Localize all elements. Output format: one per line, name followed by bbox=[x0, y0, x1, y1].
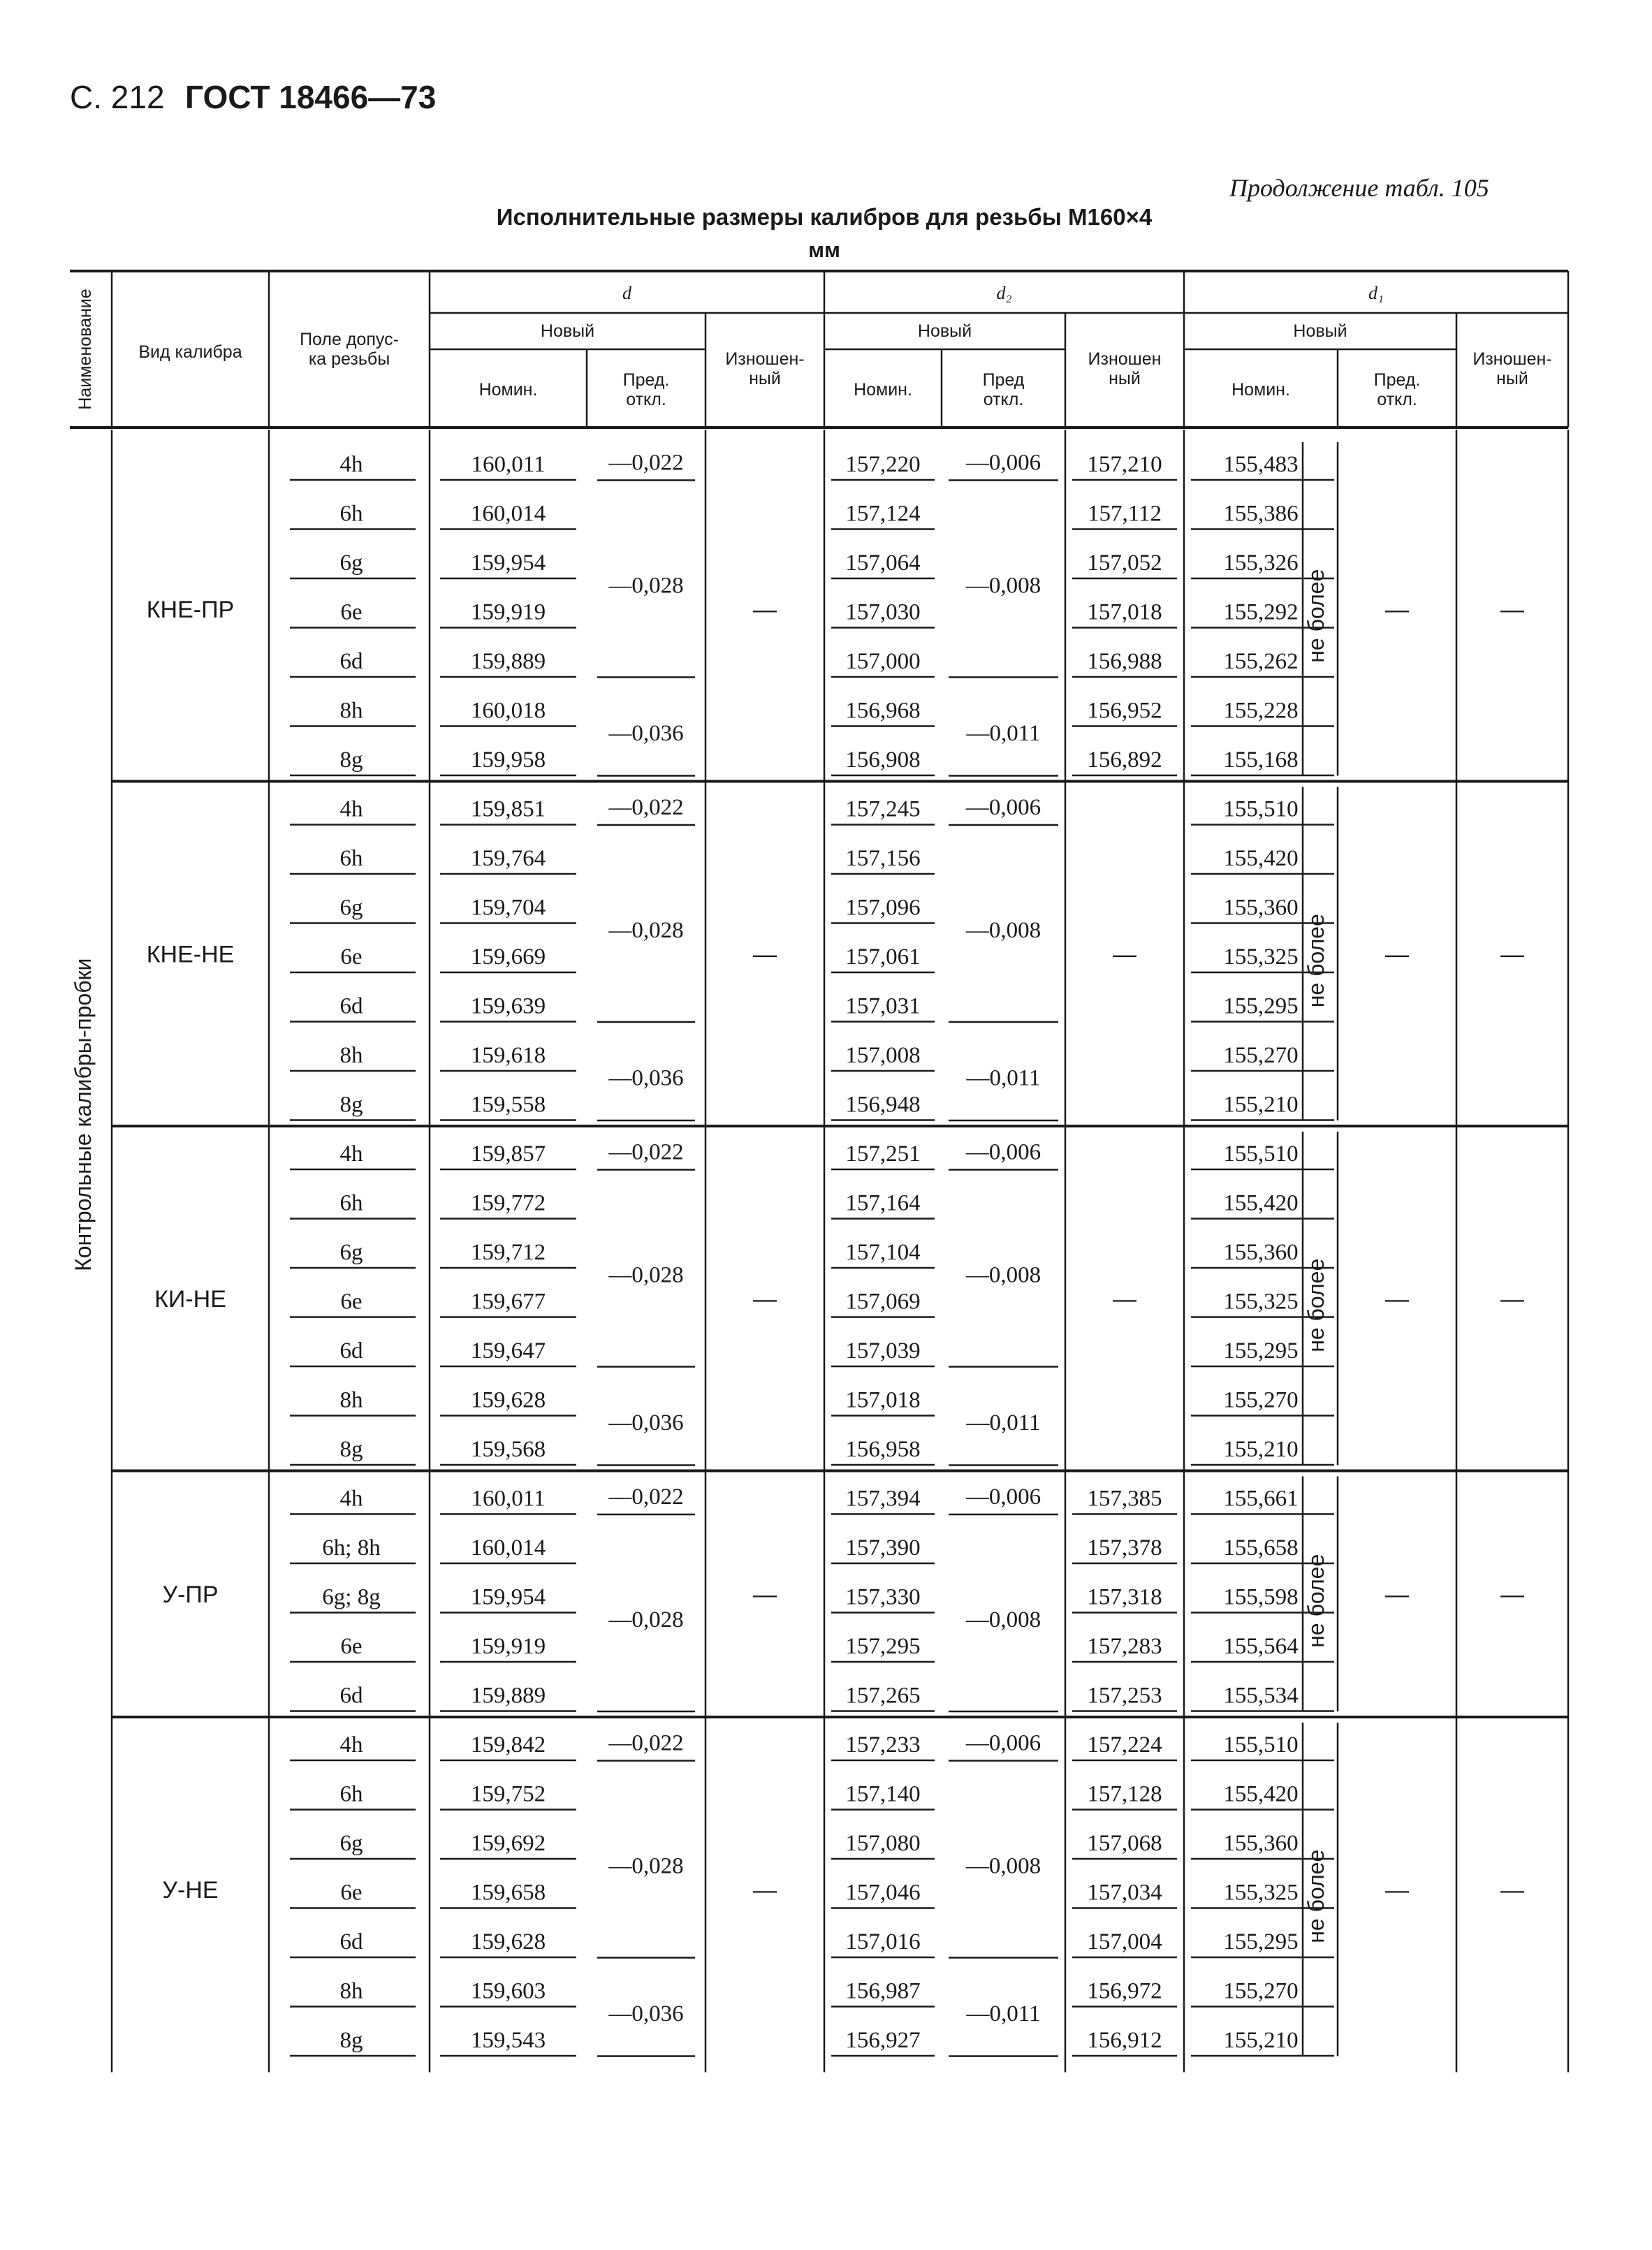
d2-worn-value: 157,378 bbox=[1087, 1535, 1162, 1561]
d2-nominal-value: 157,008 bbox=[845, 1043, 921, 1068]
d-nominal-value: 160,014 bbox=[470, 501, 546, 527]
standard-number: ГОСТ 18466—73 bbox=[185, 79, 437, 115]
tolerance-value: 8g bbox=[339, 2028, 363, 2053]
d-deviation-value: —0,022 bbox=[608, 794, 684, 820]
d1-nominal-value: 155,228 bbox=[1223, 698, 1299, 724]
d1-deviation-dash: — bbox=[1385, 596, 1409, 623]
d-worn-dash: — bbox=[753, 1285, 777, 1313]
tolerance-value: 4h bbox=[339, 452, 363, 477]
header-d1: d₁ bbox=[1368, 283, 1384, 303]
gauge-kind: У-НЕ bbox=[162, 1876, 219, 1904]
tolerance-value: 6e bbox=[340, 599, 363, 625]
tolerance-value: 4h bbox=[339, 1141, 363, 1167]
d-worn-dash: — bbox=[753, 1876, 777, 1904]
d1-nominal-value: 155,360 bbox=[1223, 895, 1299, 921]
d1-nominal-value: 155,326 bbox=[1223, 550, 1299, 576]
d2-worn-value: 157,385 bbox=[1087, 1486, 1162, 1512]
d-deviation-value: —0,036 bbox=[608, 1410, 684, 1436]
tolerance-value: 4h bbox=[339, 1486, 363, 1512]
d2-deviation-value: —0,006 bbox=[965, 450, 1041, 476]
d-deviation-value: —0,022 bbox=[608, 1484, 684, 1510]
d1-nominal-value: 155,325 bbox=[1223, 1880, 1299, 1906]
d2-nominal-value: 157,295 bbox=[845, 1634, 921, 1659]
d-deviation-value: —0,028 bbox=[608, 1262, 684, 1288]
d-nominal-value: 159,889 bbox=[470, 649, 546, 674]
tolerance-value: 6d bbox=[339, 1338, 363, 1364]
d2-worn-dash: — bbox=[1113, 941, 1136, 968]
gauge-kind: КНЕ-НЕ bbox=[146, 941, 235, 968]
d2-nominal-value: 157,080 bbox=[845, 1831, 921, 1856]
d1-nominal-value: 155,292 bbox=[1223, 599, 1299, 625]
tolerance-value: 8h bbox=[339, 698, 363, 724]
tolerance-value: 6h; 8h bbox=[322, 1535, 381, 1561]
tolerance-value: 8g bbox=[339, 1437, 363, 1462]
header-nominal: Номин. bbox=[854, 380, 912, 400]
d2-nominal-value: 157,039 bbox=[845, 1338, 921, 1364]
d2-nominal-value: 156,908 bbox=[845, 747, 921, 773]
d-nominal-value: 159,919 bbox=[470, 1634, 546, 1659]
d-worn-dash: — bbox=[753, 941, 777, 968]
d-deviation-value: —0,036 bbox=[608, 2001, 684, 2026]
header-worn: Изношен- bbox=[1472, 349, 1552, 369]
d2-nominal-value: 157,220 bbox=[845, 452, 921, 477]
d1-deviation-dash: — bbox=[1385, 1285, 1409, 1313]
header-worn: ный bbox=[749, 369, 781, 388]
d-deviation-value: —0,036 bbox=[608, 721, 684, 746]
d-nominal-value: 159,889 bbox=[470, 1683, 546, 1709]
d2-worn-value: 156,972 bbox=[1087, 1978, 1162, 2004]
tolerance-value: 8h bbox=[339, 1978, 363, 2004]
d2-deviation-value: —0,011 bbox=[966, 1410, 1041, 1436]
d2-deviation-value: —0,006 bbox=[965, 1139, 1041, 1165]
d2-nominal-value: 156,927 bbox=[845, 2028, 921, 2053]
d2-worn-value: 157,018 bbox=[1087, 599, 1162, 625]
tolerance-value: 6e bbox=[340, 1634, 363, 1659]
d-deviation-value: —0,022 bbox=[608, 1730, 684, 1756]
d-nominal-value: 159,647 bbox=[470, 1338, 546, 1364]
d1-nominal-value: 155,262 bbox=[1223, 649, 1299, 674]
d-deviation-value: —0,028 bbox=[608, 918, 684, 943]
d2-deviation-value: —0,011 bbox=[966, 1065, 1041, 1091]
d2-nominal-value: 157,061 bbox=[845, 944, 921, 970]
d1-nominal-value: 155,386 bbox=[1223, 501, 1299, 527]
d-nominal-value: 159,543 bbox=[470, 2028, 546, 2053]
d1-nominal-value: 155,483 bbox=[1223, 452, 1299, 477]
d1-nominal-value: 155,564 bbox=[1223, 1634, 1299, 1659]
d2-nominal-value: 157,016 bbox=[845, 1929, 921, 1955]
d-nominal-value: 159,639 bbox=[470, 993, 546, 1019]
unit-label: мм bbox=[808, 238, 840, 262]
d2-deviation-value: —0,006 bbox=[965, 794, 1041, 820]
d1-nominal-value: 155,270 bbox=[1223, 1978, 1299, 2004]
d-nominal-value: 160,014 bbox=[470, 1535, 546, 1561]
d2-nominal-value: 157,000 bbox=[845, 649, 921, 674]
d-nominal-value: 159,704 bbox=[470, 895, 546, 921]
d1-nominal-value: 155,360 bbox=[1223, 1831, 1299, 1856]
d-nominal-value: 159,628 bbox=[470, 1387, 546, 1413]
d1-nominal-value: 155,210 bbox=[1223, 1092, 1299, 1118]
d1-worn-dash: — bbox=[1500, 596, 1524, 623]
d-nominal-value: 159,851 bbox=[470, 796, 546, 822]
d2-deviation-value: —0,008 bbox=[965, 1262, 1041, 1288]
d-nominal-value: 159,954 bbox=[470, 550, 546, 576]
tolerance-value: 6h bbox=[339, 1190, 363, 1216]
d1-nominal-value: 155,270 bbox=[1223, 1043, 1299, 1068]
header-worn: Изношен bbox=[1088, 349, 1162, 369]
d-nominal-value: 159,558 bbox=[470, 1092, 546, 1118]
tolerance-value: 6g bbox=[339, 895, 363, 921]
d-deviation-value: —0,036 bbox=[608, 1065, 684, 1091]
d-nominal-value: 159,772 bbox=[470, 1190, 546, 1216]
tolerance-value: 6e bbox=[340, 1880, 363, 1906]
d2-worn-value: 157,052 bbox=[1087, 550, 1162, 576]
d2-worn-value: 157,112 bbox=[1087, 501, 1162, 527]
d2-nominal-value: 157,245 bbox=[845, 796, 921, 822]
d2-nominal-value: 157,069 bbox=[845, 1289, 921, 1315]
header-worn: Изношен- bbox=[725, 349, 805, 369]
d1-nominal-value: 155,210 bbox=[1223, 1437, 1299, 1462]
d2-nominal-value: 157,265 bbox=[845, 1683, 921, 1709]
d-deviation-value: —0,028 bbox=[608, 573, 684, 599]
tolerance-value: 6d bbox=[339, 649, 363, 674]
d1-nominal-value: 155,598 bbox=[1223, 1584, 1299, 1610]
d1-nominal-value: 155,534 bbox=[1223, 1683, 1299, 1709]
tolerance-value: 6d bbox=[339, 1683, 363, 1709]
d2-worn-value: 156,988 bbox=[1087, 649, 1162, 674]
gauge-kind: У-ПР bbox=[162, 1581, 219, 1608]
not-more-label: не более bbox=[1303, 1849, 1329, 1943]
d2-worn-value: 157,283 bbox=[1087, 1634, 1162, 1659]
gauge-kind: КНЕ-ПР bbox=[146, 596, 235, 623]
d-nominal-value: 159,628 bbox=[470, 1929, 546, 1955]
d-deviation-value: —0,028 bbox=[608, 1853, 684, 1879]
d-nominal-value: 159,842 bbox=[470, 1732, 546, 1758]
tolerance-value: 4h bbox=[339, 1732, 363, 1758]
d1-nominal-value: 155,360 bbox=[1223, 1240, 1299, 1265]
d1-worn-dash: — bbox=[1500, 1581, 1524, 1608]
d-worn-dash: — bbox=[753, 596, 777, 623]
d-worn-dash: — bbox=[753, 1581, 777, 1608]
header-nominal: Номин. bbox=[478, 380, 538, 400]
tolerance-value: 6h bbox=[339, 846, 363, 871]
d2-nominal-value: 157,031 bbox=[845, 993, 921, 1019]
d-deviation-value: —0,028 bbox=[608, 1607, 684, 1632]
d2-nominal-value: 157,064 bbox=[845, 550, 921, 576]
d2-nominal-value: 157,030 bbox=[845, 599, 921, 625]
tolerance-value: 4h bbox=[339, 796, 363, 822]
tolerance-value: 6h bbox=[339, 501, 363, 527]
d2-nominal-value: 157,104 bbox=[845, 1240, 921, 1265]
d1-nominal-value: 155,658 bbox=[1223, 1535, 1299, 1561]
d2-worn-value: 157,253 bbox=[1087, 1683, 1162, 1709]
d-nominal-value: 159,764 bbox=[470, 846, 546, 871]
d2-worn-value: 157,224 bbox=[1087, 1732, 1162, 1758]
d2-nominal-value: 157,156 bbox=[845, 846, 921, 871]
header-d: d bbox=[622, 283, 631, 303]
d-nominal-value: 160,018 bbox=[470, 698, 546, 724]
tolerance-value: 6g bbox=[339, 550, 363, 576]
d1-nominal-value: 155,325 bbox=[1223, 944, 1299, 970]
d2-nominal-value: 157,140 bbox=[845, 1781, 921, 1807]
d2-worn-value: 157,128 bbox=[1087, 1781, 1162, 1807]
header-deviation: откл. bbox=[983, 390, 1024, 409]
d-nominal-value: 160,011 bbox=[471, 1486, 546, 1512]
tolerance-value: 6e bbox=[340, 1289, 363, 1315]
table-title: Исполнительные размеры калибров для резьбы М160×4 bbox=[496, 204, 1153, 230]
header-nominal: Номин. bbox=[1231, 380, 1290, 400]
d1-worn-dash: — bbox=[1500, 1285, 1524, 1313]
d-nominal-value: 160,011 bbox=[471, 452, 546, 477]
d1-deviation-dash: — bbox=[1385, 1876, 1409, 1904]
d2-nominal-value: 157,394 bbox=[845, 1486, 921, 1512]
tolerance-value: 6h bbox=[339, 1781, 363, 1807]
d1-nominal-value: 155,510 bbox=[1223, 1732, 1299, 1758]
d1-nominal-value: 155,510 bbox=[1223, 1141, 1299, 1167]
tolerance-value: 8g bbox=[339, 747, 363, 773]
continuation-note: Продолжение табл. 105 bbox=[1229, 174, 1489, 202]
d2-nominal-value: 156,987 bbox=[845, 1978, 921, 2004]
not-more-label: не более bbox=[1303, 569, 1329, 663]
d1-worn-dash: — bbox=[1500, 941, 1524, 968]
not-more-label: не более bbox=[1303, 914, 1329, 1008]
d1-nominal-value: 155,420 bbox=[1223, 846, 1299, 871]
d1-nominal-value: 155,420 bbox=[1223, 1190, 1299, 1216]
header-deviation: Пред. bbox=[1373, 370, 1421, 390]
tolerance-value: 8h bbox=[339, 1387, 363, 1413]
d2-worn-value: 156,912 bbox=[1087, 2028, 1162, 2053]
header-kind: Вид калибра bbox=[138, 342, 242, 362]
d2-nominal-value: 157,046 bbox=[845, 1880, 921, 1906]
not-more-label: не более bbox=[1303, 1258, 1329, 1352]
header-tolerance: Поле допус- bbox=[300, 330, 399, 349]
tolerance-value: 6d bbox=[339, 993, 363, 1019]
d-nominal-value: 159,752 bbox=[470, 1781, 546, 1807]
d-nominal-value: 159,677 bbox=[470, 1289, 546, 1315]
d-nominal-value: 159,954 bbox=[470, 1584, 546, 1610]
d1-nominal-value: 155,295 bbox=[1223, 1929, 1299, 1955]
gauge-kind: КИ-НЕ bbox=[154, 1285, 226, 1313]
tolerance-value: 6g; 8g bbox=[322, 1584, 381, 1610]
d1-nominal-value: 155,270 bbox=[1223, 1387, 1299, 1413]
d2-nominal-value: 156,958 bbox=[845, 1437, 921, 1462]
d2-nominal-value: 157,096 bbox=[845, 895, 921, 921]
d2-deviation-value: —0,008 bbox=[965, 918, 1041, 943]
d-nominal-value: 159,857 bbox=[470, 1141, 546, 1167]
tolerance-value: 6e bbox=[340, 944, 363, 970]
d2-worn-value: 156,892 bbox=[1087, 747, 1162, 773]
tolerance-value: 6d bbox=[339, 1929, 363, 1955]
header-deviation: Пред bbox=[982, 370, 1025, 390]
tolerance-value: 8g bbox=[339, 1092, 363, 1118]
tolerance-value: 6g bbox=[339, 1240, 363, 1265]
d2-nominal-value: 156,948 bbox=[845, 1092, 921, 1118]
header-deviation: Пред. bbox=[622, 370, 670, 390]
d-nominal-value: 159,712 bbox=[470, 1240, 546, 1265]
d2-deviation-value: —0,006 bbox=[965, 1730, 1041, 1756]
header-new: Новый bbox=[540, 321, 595, 341]
header-tolerance: ка резьбы bbox=[308, 349, 390, 369]
d2-worn-value: 157,004 bbox=[1087, 1929, 1162, 1955]
d2-deviation-value: —0,008 bbox=[965, 573, 1041, 599]
d-nominal-value: 159,618 bbox=[470, 1043, 546, 1068]
d1-deviation-dash: — bbox=[1385, 1581, 1409, 1608]
d-nominal-value: 159,568 bbox=[470, 1437, 546, 1462]
d2-deviation-value: —0,008 bbox=[965, 1853, 1041, 1879]
header-d2: d₂ bbox=[996, 283, 1012, 303]
header-worn: ный bbox=[1496, 369, 1528, 388]
d2-deviation-value: —0,006 bbox=[965, 1484, 1041, 1510]
d1-worn-dash: — bbox=[1500, 1876, 1524, 1904]
d-nominal-value: 159,603 bbox=[470, 1978, 546, 2004]
not-more-label: не более bbox=[1303, 1554, 1329, 1648]
d2-nominal-value: 157,251 bbox=[845, 1141, 921, 1167]
d2-worn-dash: — bbox=[1113, 1285, 1136, 1313]
header-new: Новый bbox=[917, 321, 972, 341]
d2-worn-value: 156,952 bbox=[1087, 698, 1162, 724]
d2-nominal-value: 157,330 bbox=[845, 1584, 921, 1610]
d1-nominal-value: 155,295 bbox=[1223, 993, 1299, 1019]
d-nominal-value: 159,658 bbox=[470, 1880, 546, 1906]
d2-worn-value: 157,034 bbox=[1087, 1880, 1162, 1906]
d2-nominal-value: 157,124 bbox=[845, 501, 921, 527]
header-deviation: откл. bbox=[1377, 390, 1417, 409]
header-worn: ный bbox=[1109, 369, 1141, 388]
d1-nominal-value: 155,510 bbox=[1223, 796, 1299, 822]
d2-nominal-value: 157,233 bbox=[845, 1732, 921, 1758]
header-new: Новый bbox=[1293, 321, 1347, 341]
tolerance-value: 6g bbox=[339, 1831, 363, 1856]
d2-worn-value: 157,318 bbox=[1087, 1584, 1162, 1610]
d-deviation-value: —0,022 bbox=[608, 450, 684, 476]
d1-deviation-dash: — bbox=[1385, 941, 1409, 968]
d2-nominal-value: 157,164 bbox=[845, 1190, 921, 1216]
tolerance-value: 8h bbox=[339, 1043, 363, 1068]
d2-worn-value: 157,068 bbox=[1087, 1831, 1162, 1856]
header-name: Наименование bbox=[75, 288, 95, 410]
d2-deviation-value: —0,011 bbox=[966, 2001, 1041, 2026]
d1-nominal-value: 155,210 bbox=[1223, 2028, 1299, 2053]
d-deviation-value: —0,022 bbox=[608, 1139, 684, 1165]
d1-nominal-value: 155,325 bbox=[1223, 1289, 1299, 1315]
d2-nominal-value: 157,390 bbox=[845, 1535, 921, 1561]
d-nominal-value: 159,669 bbox=[470, 944, 546, 970]
header-deviation: откл. bbox=[626, 390, 666, 409]
d-nominal-value: 159,692 bbox=[470, 1831, 546, 1856]
d1-nominal-value: 155,295 bbox=[1223, 1338, 1299, 1364]
d-nominal-value: 159,919 bbox=[470, 599, 546, 625]
d2-deviation-value: —0,011 bbox=[966, 721, 1041, 746]
d1-nominal-value: 155,168 bbox=[1223, 747, 1299, 773]
d2-worn-value: 157,210 bbox=[1087, 452, 1162, 477]
d1-nominal-value: 155,661 bbox=[1223, 1486, 1299, 1512]
d2-deviation-value: —0,008 bbox=[965, 1607, 1041, 1632]
d1-nominal-value: 155,420 bbox=[1223, 1781, 1299, 1807]
d2-nominal-value: 156,968 bbox=[845, 698, 921, 724]
group-label: Контрольные калибры-пробки bbox=[71, 958, 96, 1271]
d-nominal-value: 159,958 bbox=[470, 747, 546, 773]
d2-nominal-value: 157,018 bbox=[845, 1387, 921, 1413]
page-number: С. 212 bbox=[70, 79, 165, 115]
